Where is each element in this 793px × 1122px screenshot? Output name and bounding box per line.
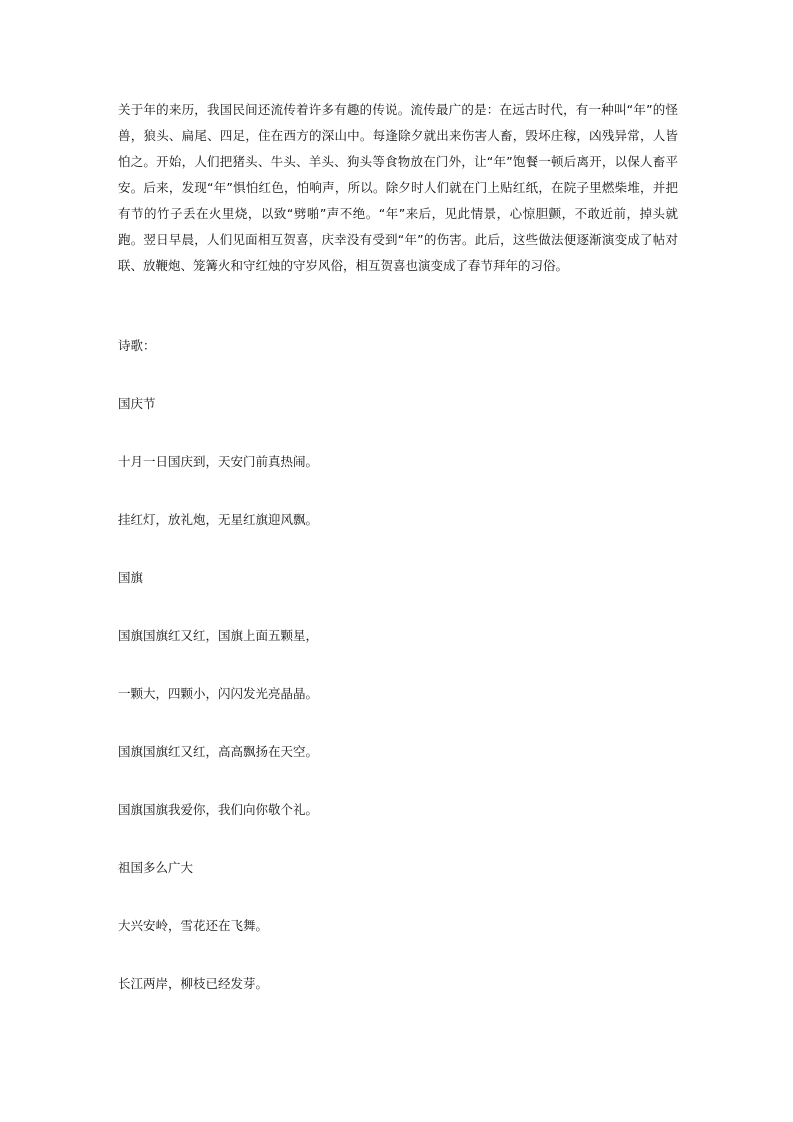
- poem-title-national-flag: 国旗: [118, 570, 144, 585]
- poem-line: 一颗大，四颗小，闪闪发光亮晶晶。: [118, 686, 319, 701]
- poems-heading: 诗歌：: [118, 338, 156, 353]
- poem-line: 十月一日国庆到，天安门前真热闹。: [118, 454, 319, 469]
- poem-line: 长江两岸，柳枝已经发芽。: [118, 976, 269, 991]
- poem-line: 国旗国旗我爱你，我们向你敬个礼。: [118, 802, 319, 817]
- poem-line: 国旗国旗红又红，高高飘扬在天空。: [118, 744, 319, 759]
- poem-title-national-day: 国庆节: [118, 396, 156, 411]
- poem-title-motherland: 祖国多么广大: [118, 860, 194, 875]
- poem-line: 大兴安岭，雪花还在飞舞。: [118, 918, 269, 933]
- poem-line: 国旗国旗红又红，国旗上面五颗星，: [118, 628, 319, 643]
- poem-line: 挂红灯，放礼炮，无星红旗迎风飘。: [118, 512, 319, 527]
- intro-paragraph: 关于年的来历，我国民间还流传着许多有趣的传说。流传最广的是：在远古时代，有一种叫“年”的怪兽，狼头、扁尾、四足，住在西方的深山中。每逢除夕就出来伤害人畜，毁坏庄稼，凶残异常，人皆怕之。开始，人们把猪头、牛头、羊头、狗头等食物放在门外，让“年”饱餐一顿后离开，以保人畜平安。后来，发现“年”惧怕红色，怕响声，所以。除夕时人们就在门上贴红纸，在院子里燃柴堆，并把有节的竹子丢在火里烧，以致“劈啪”声不绝。“年”来后，见此情景，心惊胆颤，不敢近前，掉头就跑。翌日早晨，人们见面相互贺喜，庆幸没有受到“年”的伤害。此后，这些做法便逐渐演变成了帖对联、放鞭炮、笼篝火和守红烛的守岁风俗，相互贺喜也演变成了春节拜年的习俗。: [118, 102, 678, 273]
